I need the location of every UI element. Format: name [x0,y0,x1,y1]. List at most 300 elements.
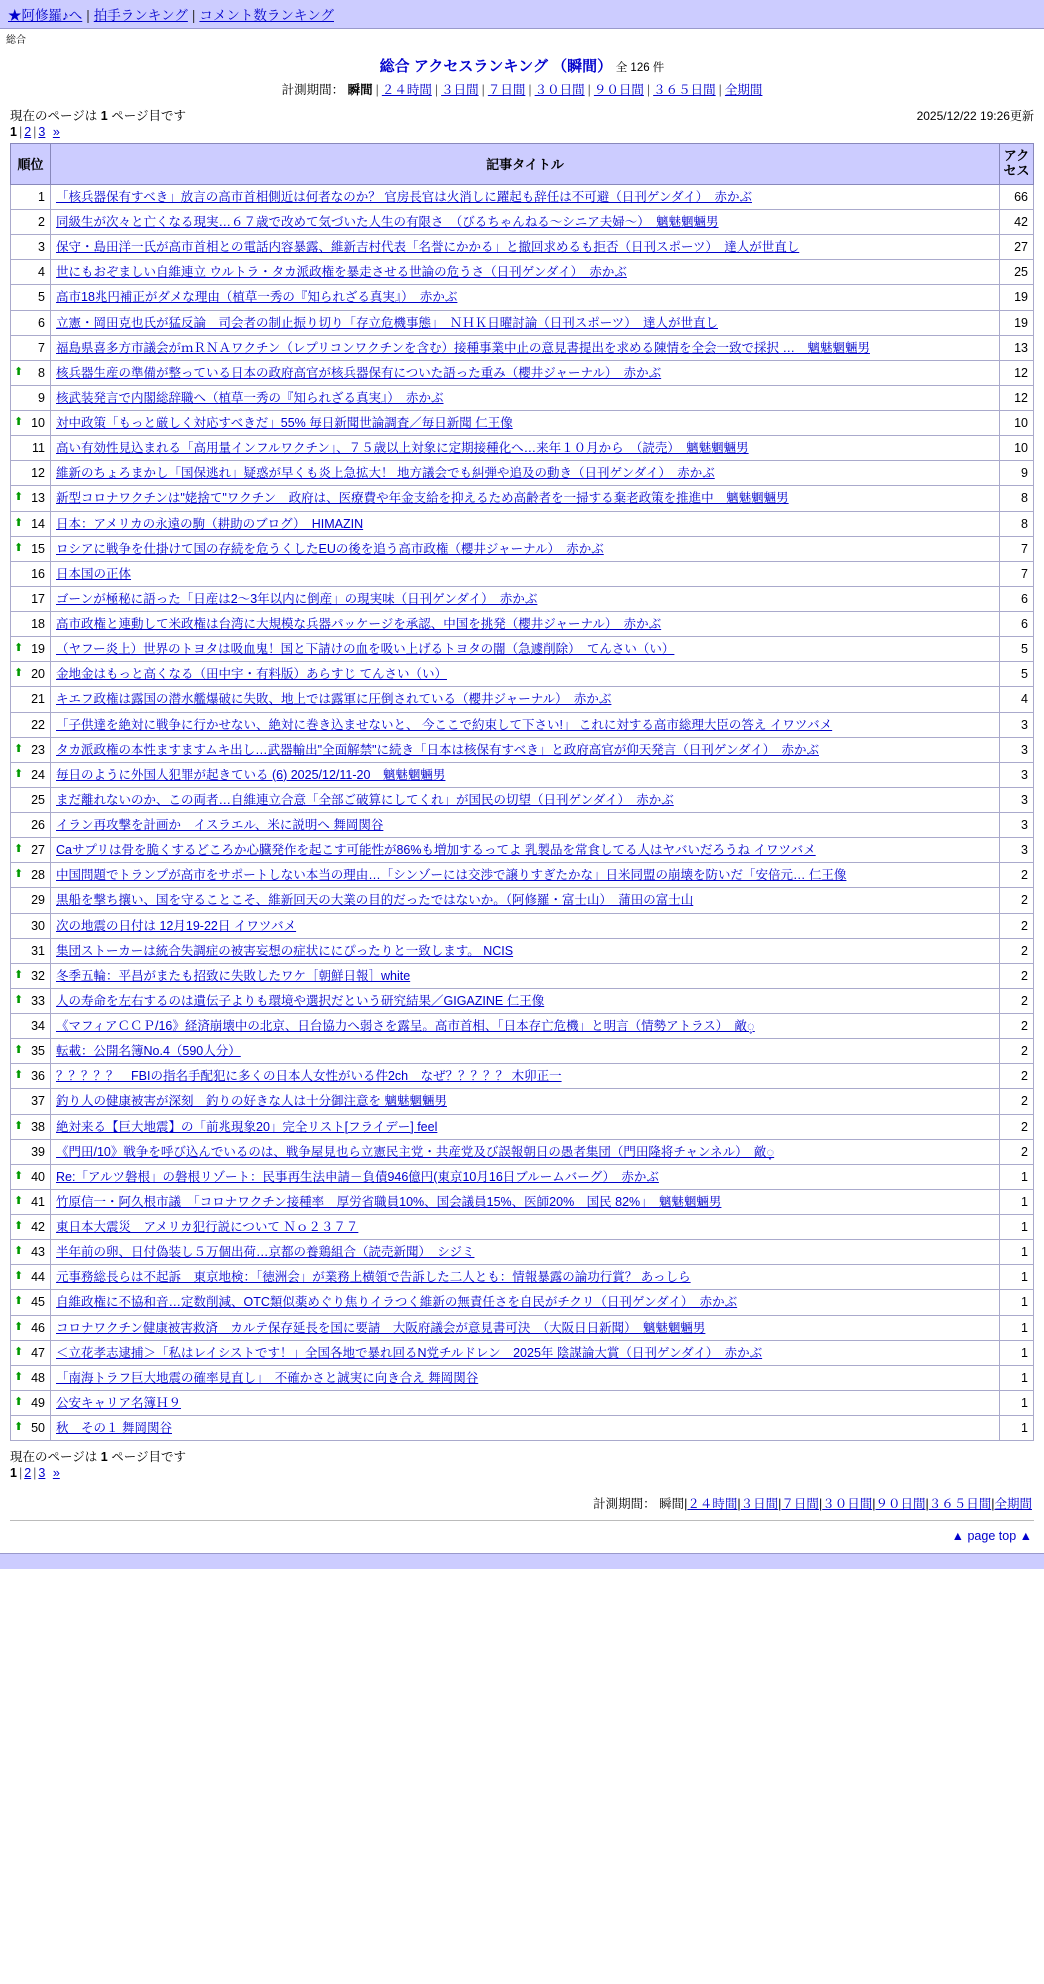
page-info-bar [0,104,1044,124]
rank-number: 29 [31,893,45,908]
page-info-prefix-bottom: 現在のページは [10,1450,98,1465]
rank-cell [11,1014,51,1039]
article-link[interactable]: 新型コロナワクチンは"姥捨て"ワクチン 政府は、医療費や年金支給を抑えるため高齢者を一掃する棄老政策を推進中 魑魅魍魎男 [56,491,789,506]
title-cell [51,1416,1000,1441]
article-link[interactable]: ？？？？？ FBIの指名手配犯に多くの日本人女性がいる件2ch なぜ？？？？？ 木卯正一 [56,1069,562,1084]
rank-up-arrow-icon: ⬆ [14,1194,24,1207]
rank-up-arrow-icon: ⬆ [14,868,24,881]
pager-top-bar-3 [45,125,52,139]
access-count-cell: 8 [1000,511,1034,536]
rank-number: 43 [31,1245,45,1260]
nav-separator-1: | [86,8,90,23]
rank-cell [11,1390,51,1415]
rank-up-arrow-icon: ⬆ [14,1270,24,1283]
title-cell [51,988,1000,1013]
article-link[interactable]: ロシアに戦争を仕掛けて国の存続を危うくしたEUの後を追う高市政権（櫻井ジャーナル） 赤かぶ [56,541,604,556]
article-link[interactable]: キエフ政権は露国の潜水艦爆破に失敗、地上では露軍に圧倒されている（櫻井ジャーナル） 赤かぶ [56,692,612,707]
table-row [11,1365,1034,1390]
title-cell [51,1240,1000,1265]
title-cell [51,1089,1000,1114]
access-count-cell: 19 [1000,310,1034,335]
pager-bottom [0,1465,1044,1484]
table-row [11,737,1034,762]
access-count-cell: 1 [1000,1315,1034,1340]
period-option-24h-bottom[interactable]: ２４時間 [687,1497,738,1512]
article-link[interactable]: 福島県喜多方市議会がｍＲＮＡワクチン（レプリコンワクチンを含む）接種事業中止の意見書提出を求める陳情を全会一致で採択 … 魑魅魍魎男 [56,340,870,355]
period-bar-t3: | [528,83,532,97]
rank-cell [11,913,51,938]
pager-bottom-page-3[interactable]: 3 [38,1466,46,1481]
rank-up-arrow-icon: ⬆ [14,767,24,780]
access-count-cell: 2 [1000,1039,1034,1064]
period-option-90d-bottom[interactable]: ９０日間 [875,1497,926,1512]
title-cell [51,963,1000,988]
rank-number: 38 [31,1119,45,1134]
table-row [11,310,1034,335]
access-count-cell: 1 [1000,1265,1034,1290]
page-info-suffix: ページ目です [111,109,186,123]
period-bar-b3: | [818,1497,823,1512]
table-row [11,536,1034,561]
period-option-365d-bottom[interactable]: ３６５日間 [928,1497,992,1512]
table-row [11,687,1034,712]
rank-number: 10 [31,416,45,430]
rank-cell [11,712,51,737]
access-count-cell: 2 [1000,1064,1034,1089]
rank-number: 2 [38,215,45,229]
article-link[interactable]: イラン再攻撃を計画か イスラエル、米に説明へ 舞岡関谷 [56,818,384,832]
period-bar-b5: | [925,1497,929,1512]
breadcrumb: 総合 [6,35,26,46]
period-option-30d-top[interactable]: ３０日間 [534,83,585,97]
table-row [11,838,1034,863]
article-link[interactable]: 自維政権に不協和音…定数削減、OTC類似薬めぐり焦りイラつく維新の無責任さを自民がチクリ（日刊ゲンダイ） 赤かぶ [56,1295,738,1310]
pager-bottom-next[interactable]: » [52,1466,60,1481]
rank-cell [11,687,51,712]
article-link[interactable]: 黒船を撃ち攘い、国を守ることこそ、維新回天の大業の目的だったではないか。（阿修羅・富士山） 蒲田の富士山 [56,893,694,908]
table-row [11,1416,1034,1441]
title-cell [51,335,1000,360]
table-row [11,913,1034,938]
nav-link-comment-ranking[interactable]: コメント数ランキング [199,8,334,23]
rank-cell [11,436,51,461]
rank-up-arrow-icon: ⬆ [14,1295,24,1308]
article-link[interactable]: 元事務総長らは不起訴 東京地検：「徳洲会」が業務上横領で告訴した二人とも：情報暴露の論功行賞？ あっしら [56,1270,691,1285]
title-cell [51,737,1000,762]
title-cell [51,536,1000,561]
rank-up-arrow-icon: ⬆ [14,1320,24,1333]
title-cell [51,1139,1000,1164]
title-cell [51,612,1000,637]
rank-cell [11,888,51,913]
period-bar-t0: | [375,83,379,97]
rank-number: 32 [31,968,45,983]
title-cell [51,1114,1000,1139]
period-selector-top [0,80,1044,98]
rank-up-arrow-icon: ⬆ [14,843,24,856]
pager-top-page-2[interactable]: 2 [24,125,32,139]
rank-up-arrow-icon: ⬆ [14,968,24,981]
rank-number: 37 [31,1094,45,1109]
page-info-text [10,106,186,124]
period-option-365d-top[interactable]: ３６５日間 [653,83,716,97]
article-link[interactable]: 高市18兆円補正がダメな理由（植草一秀の『知られざる真実』） 赤かぶ [56,290,458,305]
article-link[interactable]: 日本：アメリカの永遠の駒（耕助のブログ） HIMAZIN [56,516,364,531]
title-cell [51,687,1000,712]
rank-number: 19 [31,642,45,657]
rank-number: 16 [31,566,45,581]
access-count-cell: 7 [1000,561,1034,586]
access-count-cell: 1 [1000,1240,1034,1265]
rank-cell [11,1215,51,1240]
rank-cell [11,1265,51,1290]
rank-cell [11,1114,51,1139]
article-link[interactable]: 東日本大震災 アメリカ犯行説について Ｎｏ２３７７ [56,1220,359,1234]
title-cell [51,1189,1000,1214]
pager-top-page-3[interactable]: 3 [38,125,46,139]
period-bar-t6: | [718,83,722,97]
pager-bottom-bar-1: | [18,1466,23,1481]
table-row [11,762,1034,787]
rank-number: 12 [31,466,45,481]
pager-bottom-bar-3 [45,1466,52,1480]
article-link[interactable]: 高市政権と連動して米政権は台湾に大規模な兵器パッケージを承認、中国を挑発（櫻井ジャーナル） 赤かぶ [56,617,662,631]
period-option-24h-top[interactable]: ２４時間 [381,83,432,97]
article-link[interactable]: 竹原信一・阿久根市議 「コロナワクチン接種率 厚労省職員10%、国会議員15%、医師20% 国民 82%」 魑魅魍魎男 [56,1194,722,1209]
rank-number: 39 [31,1144,45,1159]
title-cell [51,1215,1000,1240]
title-cell [51,712,1000,737]
period-option-90d-top[interactable]: ９０日間 [593,83,644,97]
article-link[interactable]: 転載：公開名簿No.4（590人分） [56,1044,241,1059]
rank-cell [11,1064,51,1089]
article-link[interactable]: 毎日のように外国人犯罪が起きている (6) 2025/12/11-20 魑魅魍魎男 [56,767,446,782]
table-row [11,210,1034,235]
rank-cell [11,838,51,863]
table-row [11,637,1034,662]
rank-cell [11,310,51,335]
rank-number: 17 [31,591,45,606]
rank-up-arrow-icon: ⬆ [14,365,24,378]
access-count-cell: 4 [1000,687,1034,712]
column-header-access: アクセス [1000,144,1034,185]
rank-number: 22 [31,717,45,732]
rank-cell [11,1089,51,1114]
table-row [11,1164,1034,1189]
rank-up-arrow-icon: ⬆ [14,1220,24,1233]
nav-separator-2: | [191,8,196,23]
article-link[interactable]: Caサプリは骨を脆くするどころか心臓発作を起こす可能性が86%も増加するってよ 乳製品を常食してる人はヤバいだろうね イワツバメ [56,843,816,858]
access-count-cell: 1 [1000,1390,1034,1415]
article-link[interactable]: タカ派政権の本性ますますムキ出し…武器輸出"全面解禁"に続き「日本は核保有すべき」と政府高官が仰天発言（日刊ゲンダイ） 赤かぶ [56,742,820,757]
pager-bottom-page-1: 1 [10,1466,17,1481]
period-option-all-bottom[interactable]: 全期間 [994,1497,1032,1512]
access-count-cell: 25 [1000,260,1034,285]
rank-cell [11,963,51,988]
period-bar-b6: | [991,1497,995,1512]
access-count-cell: 12 [1000,385,1034,410]
period-option-3d-bottom[interactable]: ３日間 [740,1497,779,1512]
rank-number: 23 [31,742,45,757]
article-link[interactable]: 絶対来る【巨大地震】の「前兆現象20」完全リスト[フライデー] feel [56,1119,438,1134]
article-link[interactable]: 釣り人の健康被害が深刻 釣りの好きな人は十分御注意を 魑魅魍魎男 [56,1094,447,1109]
title-cell [51,1164,1000,1189]
rank-cell [11,938,51,963]
page-info-prefix: 現在のページは [10,109,98,123]
article-link[interactable]: 高い有効性見込まれる「高用量インフルワクチン」、７５歳以上対象に定期接種化へ…来年１０月から （読売） 魑魅魍魎男 [56,441,749,456]
article-link[interactable]: 「子供達を絶対に戦争に行かせない、絶対に巻き込ませないと、 今ここで約束して下さい!」 これに対する高市総理大臣の答え イワツバメ [56,717,833,732]
article-link[interactable]: 公安キャリア名簿Ｈ９ [56,1395,182,1410]
access-count-cell: 6 [1000,586,1034,611]
title-cell [51,260,1000,285]
rank-number: 5 [38,290,45,305]
access-count-cell: 42 [1000,210,1034,235]
rank-number: 1 [38,189,45,204]
title-cell [51,210,1000,235]
access-count-cell: 3 [1000,838,1034,863]
table-row [11,461,1034,486]
table-row [11,1089,1034,1114]
rank-cell [11,662,51,687]
table-row [11,1240,1034,1265]
rank-number: 25 [31,792,45,807]
table-row [11,385,1034,410]
access-count-cell: 3 [1000,712,1034,737]
period-bar-b4: | [872,1497,876,1512]
pager-bottom-page-2[interactable]: 2 [24,1466,32,1481]
access-count-cell: 2 [1000,1014,1034,1039]
rank-number: 26 [31,818,45,832]
article-link[interactable]: 立憲・岡田克也氏が猛反論 司会者の制止振り切り「存立危機事態」 ＮＨＫ日曜討論（日刊スポーツ） 達人が世直し [56,315,719,330]
title-cell [51,411,1000,436]
article-link[interactable]: 日本国の正体 [56,566,132,581]
access-count-cell: 5 [1000,662,1034,687]
page-info-number: 1 [100,109,108,123]
article-link[interactable]: 金地金はもっと高くなる（田中宇・有料版）あらすじ てんさい（い） [56,667,447,682]
access-count-cell: 2 [1000,1139,1034,1164]
pager-bottom-bar-2: | [33,1466,37,1481]
title-cell [51,1315,1000,1340]
access-count-cell: 5 [1000,637,1034,662]
rank-cell [11,737,51,762]
period-option-30d-bottom[interactable]: ３０日間 [822,1497,873,1512]
table-row [11,787,1034,812]
access-count-cell: 2 [1000,863,1034,888]
table-row [11,1014,1034,1039]
rank-cell [11,1139,51,1164]
rank-cell [11,536,51,561]
period-option-7d-top[interactable]: ７日間 [487,83,526,97]
ranking-table [10,143,1034,1441]
access-count-cell: 13 [1000,335,1034,360]
rank-cell [11,1365,51,1390]
rank-cell [11,486,51,511]
page-info-number-bottom: 1 [100,1450,108,1465]
pager-top-page-1: 1 [10,125,17,139]
page-title: 総合 アクセスランキング （瞬間） [379,58,613,75]
rank-number: 8 [38,365,45,380]
rank-up-arrow-icon: ⬆ [14,1245,24,1258]
rank-number: 14 [31,516,45,531]
rank-up-arrow-icon: ⬆ [14,416,24,429]
rank-up-arrow-icon: ⬆ [14,1119,24,1132]
article-link[interactable]: 「南海トラフ巨大地震の確率見直し」 不確かさと誠実に向き合え 舞岡関谷 [56,1370,479,1385]
rank-number: 24 [31,767,45,782]
article-link[interactable]: 保守・島田洋一氏が高市首相との電話内容暴露、維新吉村代表「名誉にかかる」と撤回求めるも拒否（日刊スポーツ） 達人が世直し [56,240,800,255]
title-cell [51,938,1000,963]
column-header-rank: 順位 [11,144,51,185]
title-cell [51,511,1000,536]
period-label-bottom: 計測期間： [593,1497,656,1512]
access-count-cell: 6 [1000,612,1034,637]
pager-top [0,124,1044,143]
page-top-link-wrap [0,1525,1044,1553]
rank-up-arrow-icon: ⬆ [14,516,24,529]
rank-up-arrow-icon: ⬆ [14,541,24,554]
pager-top-bar-2: | [33,125,37,139]
table-row [11,988,1034,1013]
article-link[interactable]: 世にもおぞましい自維連立 ウルトラ・タカ派政権を暴走させる世論の危うさ（日刊ゲンダイ） 赤かぶ [56,265,627,280]
article-link[interactable]: コロナワクチン健康被害救済 カルテ保存延長を国に要請 大阪府議会が意見書可決 （大阪日日新聞） 魑魅魍魎男 [56,1320,706,1335]
table-row [11,1114,1034,1139]
period-option-all-top[interactable]: 全期間 [724,83,763,97]
table-row [11,1340,1034,1365]
pager-top-bar-1: | [18,125,23,139]
page-top-link[interactable]: ▲ page top ▲ [951,1529,1032,1544]
rank-cell [11,210,51,235]
rank-number: 7 [38,340,45,355]
nav-link-clap-ranking[interactable]: 拍手ランキング [93,8,188,23]
article-link[interactable]: 中国問題でトランプが高市をサポートしない本当の理由…「シンゾーには交渉で譲りすぎたかな」日米同盟の崩壊を防いだ「安倍元… 仁王像 [56,868,847,883]
article-link[interactable]: ＜立花孝志逮捕＞「私はレイシストです！」全国各地で暴れ回るN党チルドレン 2025年 陰謀論大賞（日刊ゲンダイ） 赤かぶ [56,1345,763,1360]
access-count-cell: 2 [1000,888,1034,913]
table-row [11,1290,1034,1315]
rank-number: 35 [31,1044,45,1059]
rank-up-arrow-icon: ⬆ [14,1370,24,1383]
table-row [11,712,1034,737]
rank-up-arrow-icon: ⬆ [14,1069,24,1082]
rank-number: 30 [31,918,45,933]
article-link[interactable]: 集団ストーカーは統合失調症の被害妄想の症状ににぴったりと一致します。 NCIS [56,943,514,958]
period-selector-bottom [0,1484,1044,1516]
rank-up-arrow-icon: ⬆ [14,491,24,504]
article-link[interactable]: 《マフィアＣＣＰ/16》経済崩壊中の北京、日台協力へ弱さを露呈。高市首相、「日本存亡危機」と明言（情勢アトラス） 敵့ [56,1019,755,1033]
rank-number: 11 [32,441,45,456]
pager-top-next[interactable]: » [52,125,60,139]
top-navigation [0,0,1044,29]
article-link[interactable]: （ヤフー炎上）世界のトヨタは吸血鬼！国と下請けの血を吸い上げるトヨタの闇（急遽削除） てんさい（い） [56,642,675,657]
rank-number: 50 [31,1421,45,1435]
period-bar-b1: | [737,1497,741,1512]
nav-link-home[interactable]: ★阿修羅♪へ [8,8,83,23]
ranking-table-body [11,184,1034,1440]
access-count-cell: 2 [1000,1114,1034,1139]
article-link[interactable]: 冬季五輪：平昌がまたも招致に失敗したワケ［朝鮮日報］white [56,968,411,983]
title-cell [51,1365,1000,1390]
access-count-cell: 3 [1000,762,1034,787]
rank-number: 6 [38,315,45,330]
rank-number: 28 [31,868,45,883]
table-row [11,511,1034,536]
title-cell [51,662,1000,687]
rank-cell [11,235,51,260]
article-link[interactable]: Re:「アルツ磐根」の磐根リゾート：民事再生法申請－負債946億円(東京10月16日ブルームバーグ） 赤かぶ [56,1169,659,1184]
column-header-title: 記事タイトル [51,144,1000,185]
article-link[interactable]: 同級生が次々と亡くなる現実…６７歳で改めて気づいた人生の有限さ （びるちゃんねる〜シニア夫婦〜） 魑魅魍魎男 [56,215,719,229]
rank-number: 48 [31,1370,45,1385]
rank-number: 44 [31,1270,45,1285]
period-option-3d-top[interactable]: ３日間 [441,83,479,97]
rank-number: 27 [31,843,45,858]
rank-cell [11,612,51,637]
rank-cell [11,1164,51,1189]
article-link[interactable]: 対中政策「もっと厳しく対応すべきだ」55% 毎日新聞世論調査／毎日新聞 仁王像 [56,416,513,430]
title-cell [51,863,1000,888]
article-link[interactable]: 維新のちょろまかし「国保逃れ」疑惑が早くも炎上急拡大！ 地方議会でも糾弾や追及の動き（日刊ゲンダイ） 赤かぶ [56,466,715,481]
rank-number: 21 [31,692,45,707]
table-row [11,1315,1034,1340]
rank-cell [11,360,51,385]
access-count-cell: 2 [1000,1089,1034,1114]
rank-up-arrow-icon: ⬆ [14,1395,24,1408]
article-link[interactable]: 秋 その１ 舞岡関谷 [56,1421,172,1435]
article-link[interactable]: 「核兵器保有すべき」放言の高市首相側近は何者なのか？ 官房長官は火消しに躍起も辞任は不可避（日刊ゲンダイ） 赤かぶ [56,189,752,204]
access-count-cell: 9 [1000,461,1034,486]
rank-number: 49 [31,1395,45,1410]
rank-cell [11,586,51,611]
article-link[interactable]: 人の寿命を左右するのは遺伝子よりも環境や選択だという研究結果／GIGAZINE 仁王像 [56,993,545,1008]
rank-cell [11,385,51,410]
period-label-top: 計測期間： [281,83,345,97]
table-row [11,285,1034,310]
access-count-cell: 1 [1000,1215,1034,1240]
access-count-cell: 1 [1000,1189,1034,1214]
title-cell [51,360,1000,385]
article-link[interactable]: 次の地震の日付は 12月19-22日 イワツバメ [56,918,297,933]
article-link[interactable]: ゴーンが極秘に語った「日産は2〜3年以内に倒産」の現実味（日刊ゲンダイ） 赤かぶ [56,591,538,606]
table-row [11,612,1034,637]
article-link[interactable]: 核兵器生産の準備が整っている日本の政府高官が核兵器保有についた語った重み（櫻井ジャーナル） 赤かぶ [56,365,662,380]
rank-up-arrow-icon: ⬆ [14,993,24,1006]
table-row [11,561,1034,586]
table-row [11,1215,1034,1240]
rank-up-arrow-icon: ⬆ [14,1169,24,1182]
access-count-cell: 1 [1000,1416,1034,1441]
period-bar-t4: | [587,83,591,97]
page-info-text-bottom [10,1447,186,1465]
rank-number: 34 [31,1019,45,1033]
table-row [11,963,1034,988]
title-cell [51,838,1000,863]
page-info-suffix-bottom: ページ目です [111,1450,186,1465]
article-link[interactable]: まだ離れないのか、この両者…自維連立合意「全部ご破算にしてくれ」が国民の切望（日刊ゲンダイ） 赤かぶ [56,792,674,807]
article-link[interactable]: 核武装発言で内閣総辞職へ（植草一秀の『知られざる真実』） 赤かぶ [56,390,444,405]
title-cell [51,285,1000,310]
rank-cell [11,461,51,486]
rank-up-arrow-icon: ⬆ [14,642,24,655]
table-row [11,1390,1034,1415]
rank-number: 18 [31,617,45,631]
access-count-cell: 1 [1000,1290,1034,1315]
title-cell [51,787,1000,812]
access-count-cell: 8 [1000,486,1034,511]
rank-number: 3 [38,240,45,255]
access-count-cell: 1 [1000,1365,1034,1390]
article-link[interactable]: 半年前の卵、日付偽装し５万個出荷…京都の養鶏組合（読売新聞） シジミ [56,1245,475,1260]
article-link[interactable]: 《門田/10》戦争を呼び込んでいるのは、戦争屋見也ら立憲民主党・共産党及び誤報朝日の愚者集団（門田隆将チャンネル） 敵့ [56,1144,775,1159]
period-option-7d-bottom[interactable]: ７日間 [781,1497,819,1512]
table-row [11,436,1034,461]
